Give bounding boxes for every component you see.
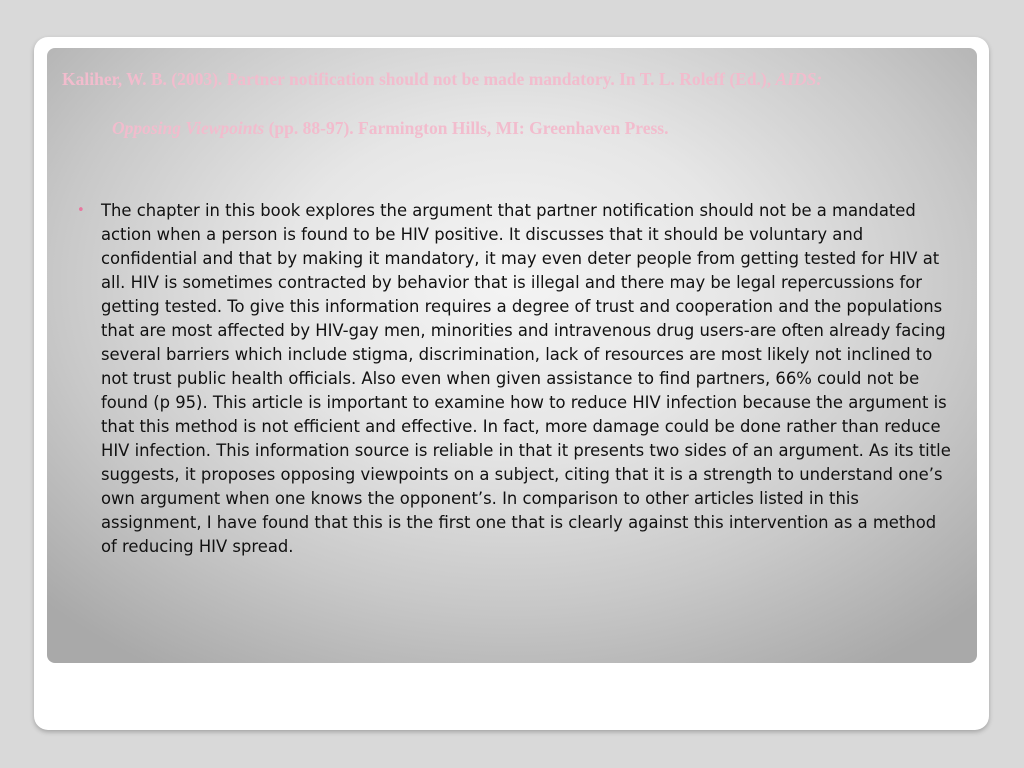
slide-content-panel (47, 48, 977, 663)
bullet-item (77, 199, 957, 559)
title-citation-part4: (pp. 88-97). Farmington Hills, MI: Greenhaven Press. (268, 118, 669, 138)
title-citation-italic-aids: AIDS: (775, 69, 823, 89)
bullet-text: The chapter in this book explores the argument that partner notification should not be a mandated action when a person is found to be HIV positive. It discusses that it should be voluntary and confidential and that by making it mandatory, it may even deter people from getting tested for HIV at all. HIV is sometimes contracted by behavior that is illegal and there may be legal repercussions for getting tested. To give this information requires a degree of trust and cooperation and the populations that are most affected by HIV-gay men, minorities and intravenous drug users-are often already facing several barriers which include stigma, discrimination, lack of resources are most likely not inclined to not trust public health officials. Also even when given assistance to find partners, 66% could not be found (p 95). This article is important to examine how to reduce HIV infection because the argument is that this method is not efficient and effective. In fact, more damage could be done rather than reduce HIV infection. This information source is reliable in that it presents two sides of an argument. As its title suggests, it proposes opposing viewpoints on a subject, citing that it is a strength to understand one’s own argument when one knows the opponent’s. In comparison to other articles listed in this assignment, I have found that this is the first one that is clearly against this intervention as a method of reducing HIV spread. (101, 201, 951, 556)
bullet-dot-icon: • (77, 203, 85, 218)
slide-title (62, 68, 962, 140)
bullet-list (77, 199, 957, 559)
title-citation-part1: Kaliher, W. B. (2003). Partner notification should not be made mandatory. In T. L. Roleff (Ed.), (62, 69, 772, 89)
title-line-2 (62, 117, 962, 140)
title-citation-italic-opposing: Opposing Viewpoints (112, 118, 265, 138)
